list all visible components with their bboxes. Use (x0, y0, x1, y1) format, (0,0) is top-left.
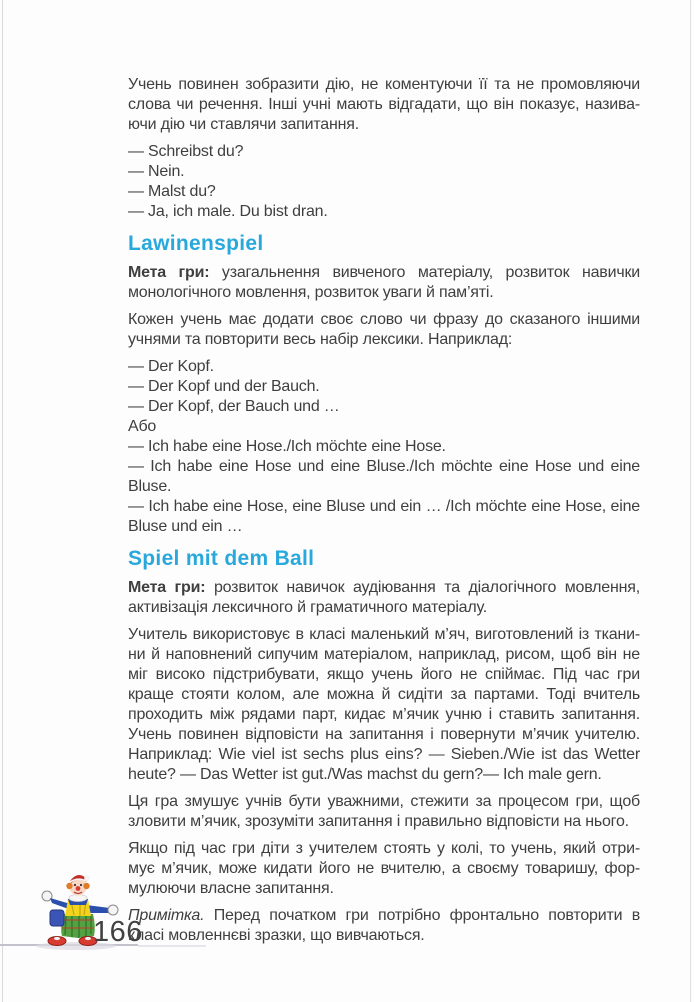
text-line: монологічного мовлення, розвиток уваги й пам’яті. (128, 284, 494, 301)
page-number: 166 (93, 916, 143, 948)
text-line: Bluse und ein … (128, 518, 243, 535)
text-line: активізація лексичного й граматичного матеріалу. (128, 599, 487, 616)
page-edge-left (2, 0, 3, 1002)
paragraph (128, 839, 640, 899)
text-line: Мета гри: розвиток навичок аудіювання та діалогічного мовлення, (128, 579, 640, 596)
page-edge-right (690, 0, 691, 1002)
text-line: — Der Kopf. (128, 358, 214, 375)
text-line: — Ich habe eine Hose./Ich möchte eine Hose. (128, 438, 446, 455)
text-line: heute? — Das Wetter ist gut./Was machst du gern?— Ich male gern. (128, 766, 602, 783)
text-line: ни й наповнений сипучим матеріалом, наприклад, рисом, щоб він не (128, 646, 640, 663)
text-line: проходить між рядами парт, кидає м’ячик учню і ставить запитання. (128, 706, 640, 723)
text-line: Учень повинен відповісти на запитання і повернути м’ячик учителю. (128, 726, 640, 743)
text-line: Учень повинен зобразити дію, не коментуючи її та не промовляючи (128, 76, 640, 93)
text-line: Якщо під час гри діти з учителем стоять у колі, то учень, який отри- (128, 840, 640, 857)
text-line: — Der Kopf und der Bauch. (128, 378, 320, 395)
paragraph (128, 906, 640, 946)
paragraph (128, 578, 640, 618)
text-line: Або (128, 418, 157, 435)
text-line: Кожен учень має додати своє слово чи фразу до сказаного іншими (128, 311, 640, 328)
text-line: — Ja, ich male. Du bist dran. (128, 203, 328, 220)
page-content (128, 75, 640, 953)
text-line: — Ich habe eine Hose, eine Bluse und ein … /Ich möchte eine Hose, eine (128, 498, 640, 515)
text-line: класі мовленнєві зразки, що вивчаються. (128, 927, 425, 944)
text-line: Примітка. Перед початком гри потрібно фронтально повторити в (128, 907, 640, 924)
text-line: мує м’ячик, може кидати його не вчителю, а своєму товаришу, фор- (128, 860, 640, 877)
text-line: ючи дію чи ставлячи запитання. (128, 116, 359, 133)
dialogue-block (128, 142, 640, 222)
text-line: Ця гра змушує учнів бути уважними, стежити за процесом гри, щоб (128, 793, 640, 810)
text-line: Bluse. (128, 478, 172, 495)
section-heading: Spiel mit dem Ball (128, 547, 315, 570)
text-line: — Malst du? (128, 183, 216, 200)
text-line: міг високо підстрибувати, якщо учень його не спіймає. Під час гри (128, 666, 640, 683)
text-line: — Der Kopf, der Bauch und … (128, 398, 340, 415)
text-line: — Nein. (128, 163, 185, 180)
section-heading: Lawinenspiel (128, 232, 264, 255)
text-line: — Schreibst du? (128, 143, 244, 160)
paragraph (128, 263, 640, 303)
text-line: мулюючи власне запитання. (128, 880, 334, 897)
footer-rule-shadow (138, 945, 206, 947)
dialogue-block (128, 357, 640, 537)
text-line: зловити м’ячик, зрозуміти запитання і правильно відповісти на нього. (128, 813, 629, 830)
line-prefix: Мета гри: (128, 579, 206, 596)
text-line: Наприклад: Wie viel ist sechs plus eins? — Sieben./Wie ist das Wetter (128, 746, 640, 763)
paragraph (128, 310, 640, 350)
paragraph (128, 792, 640, 832)
text-line: Мета гри: узагальнення вивченого матеріалу, розвиток навички (128, 264, 641, 281)
text-line: краще стояти колом, але можна й сидіти за партами. Тоді вчитель (128, 686, 640, 703)
text-line: слова чи речення. Інші учні мають відгадати, що він показує, назива- (128, 96, 640, 113)
line-prefix: Мета гри: (128, 264, 210, 281)
text-line: — Ich habe eine Hose und eine Bluse./Ich möchte eine Hose und eine (128, 458, 640, 475)
paragraph (128, 75, 640, 135)
text-line: Учитель використовує в класі маленький м’яч, виготовлений із ткани- (128, 626, 640, 643)
text-line: учнями та повторити весь набір лексики. Наприклад: (128, 331, 513, 348)
paragraph (128, 625, 640, 785)
line-prefix: Примітка. (128, 907, 205, 924)
